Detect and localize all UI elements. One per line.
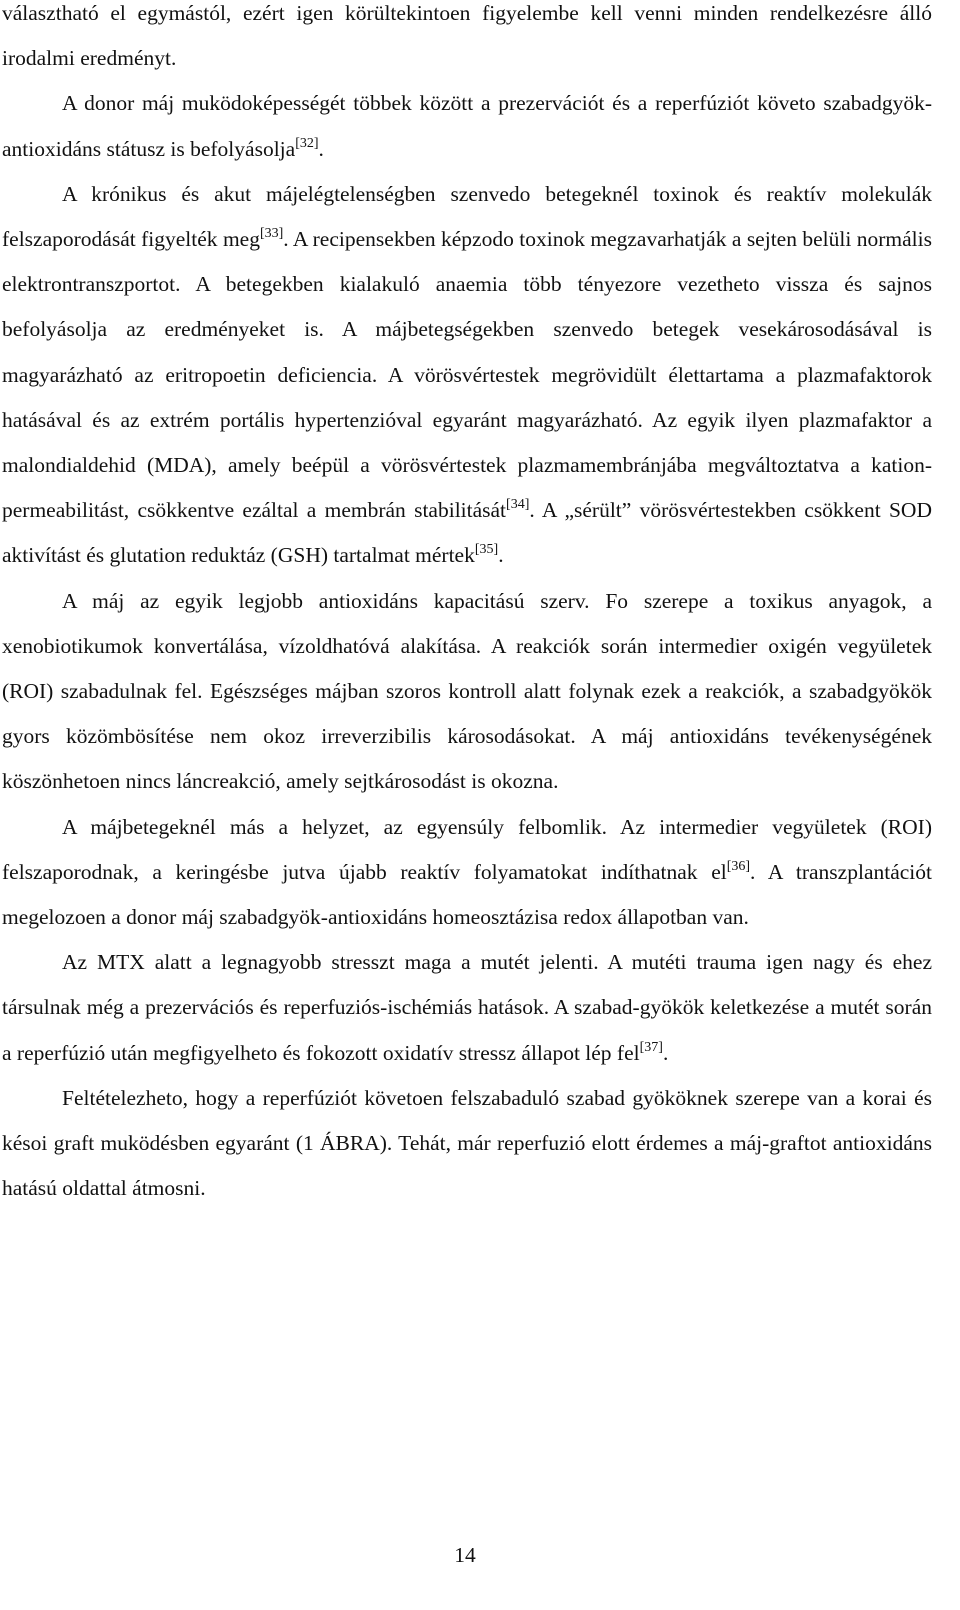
paragraph-3-end: . xyxy=(498,543,504,568)
reference-36: [36] xyxy=(726,858,751,874)
paragraph-7-text: Feltételezheto, hogy a reperfúziót követoen felszabaduló szabad gyököknek szerepe van a korai és késoi graft muködésben egyaránt (1 ÁBRA). Tehát, már reperfuzió elott érdemes a máj-graftot antioxidáns hatású oldattal átmosni. xyxy=(2,1085,932,1201)
reference-33: [33] xyxy=(259,226,284,242)
reference-35: [35] xyxy=(474,542,499,558)
paragraph-7 xyxy=(2,1076,932,1212)
paragraph-3-text-b: . A recipensekben képzodo toxinok megzavarhatják a sejten belüli normális elektrontranszportot. A betegekben kialakuló anaemia több tényezore vezetheto vissza és sajnos befolyásolja az eredményeket is. A májbetegségekben szenvedo betegek vesekárosodásával is magyarázható az eritropoetin deficiencia. A vörösvértestek megrövidült élettartama a plazmafaktorok hatásával és az extrém portális hypertenzióval egyaránt magyarázható. Az egyik ilyen plazmafaktor a malondialdehid (MDA), amely beépül a vörösvértestek plazmamembránjába megváltoztatva a kation-permeabilitást, csökkentve ezáltal a membrán stabilitását xyxy=(2,227,932,523)
reference-32: [32] xyxy=(295,135,319,151)
paragraph-6 xyxy=(2,940,932,1076)
reference-37: [37] xyxy=(639,1039,663,1055)
paragraph-3 xyxy=(2,172,932,579)
paragraph-2-end: . xyxy=(318,136,324,161)
paragraph-5-text-a: A májbetegeknél más a helyzet, az egyensúly felbomlik. Az intermedier vegyületek (ROI) felszaporodnak, a keringésbe jutva újabb reaktív folyamatokat indíthatnak el xyxy=(2,814,932,884)
paragraph-5 xyxy=(2,805,932,941)
paragraph-1 xyxy=(2,0,932,81)
paragraph-3-text-a: A krónikus és akut májelégtelenségben szenvedo betegeknél toxinok és reaktív molekulák felszaporodását figyelték meg xyxy=(2,181,932,252)
page-number: 14 xyxy=(454,1543,476,1567)
paragraph-2-text: A donor máj muködoképességét többek között a prezervációt és a reperfúziót követo szabadgyök-antioxidáns státusz is befolyásolja xyxy=(2,91,932,161)
paragraph-4 xyxy=(2,579,932,805)
paragraph-4-text: A máj az egyik legjobb antioxidáns kapacitású szerv. Fo szerepe a toxikus anyagok, a xenobiotikumok konvertálása, vízoldhatóvá alakítása. A reakciók során intermedier oxigén vegyületek (ROI) szabadulnak fel. Egészséges májban szoros kontroll alatt folynak ezek a reakciók, a szabadgyökök gyors közömbösítése nem okoz irreverzibilis károsodásokat. A máj antioxidáns tevékenységének köszönhetoen nincs láncreakció, amely sejtkárosodást is okozna. xyxy=(2,588,932,794)
body-text xyxy=(2,0,932,1211)
paragraph-3-text-c: . A „sérült” vörösvértestekben csökkent SOD aktivítást és glutation reduktáz (GSH) tartalmat mértek xyxy=(2,498,932,568)
paragraph-5-text-b: . A transzplantációt megelozoen a donor máj szabadgyök-antioxidáns homeosztázisa redox állapotban van. xyxy=(2,859,932,930)
paragraph-1-text: választható el egymástól, ezért igen körültekintoen figyelembe kell venni minden rendelkezésre álló irodalmi eredményt. xyxy=(2,1,932,71)
paragraph-6-end: . xyxy=(662,1040,669,1065)
paragraph-2 xyxy=(2,81,932,171)
paragraph-6-text: Az MTX alatt a legnagyobb stresszt maga a mutét jelenti. A mutéti trauma igen nagy és ehez társulnak még a prezervációs és reperfuziós-ischémiás hatások. A szabad-gyökök keletkezése a mutét során a reperfúzió után megfigyelheto és fokozott oxidatív stressz állapot lép fel xyxy=(2,950,932,1065)
reference-34: [34] xyxy=(506,497,530,513)
